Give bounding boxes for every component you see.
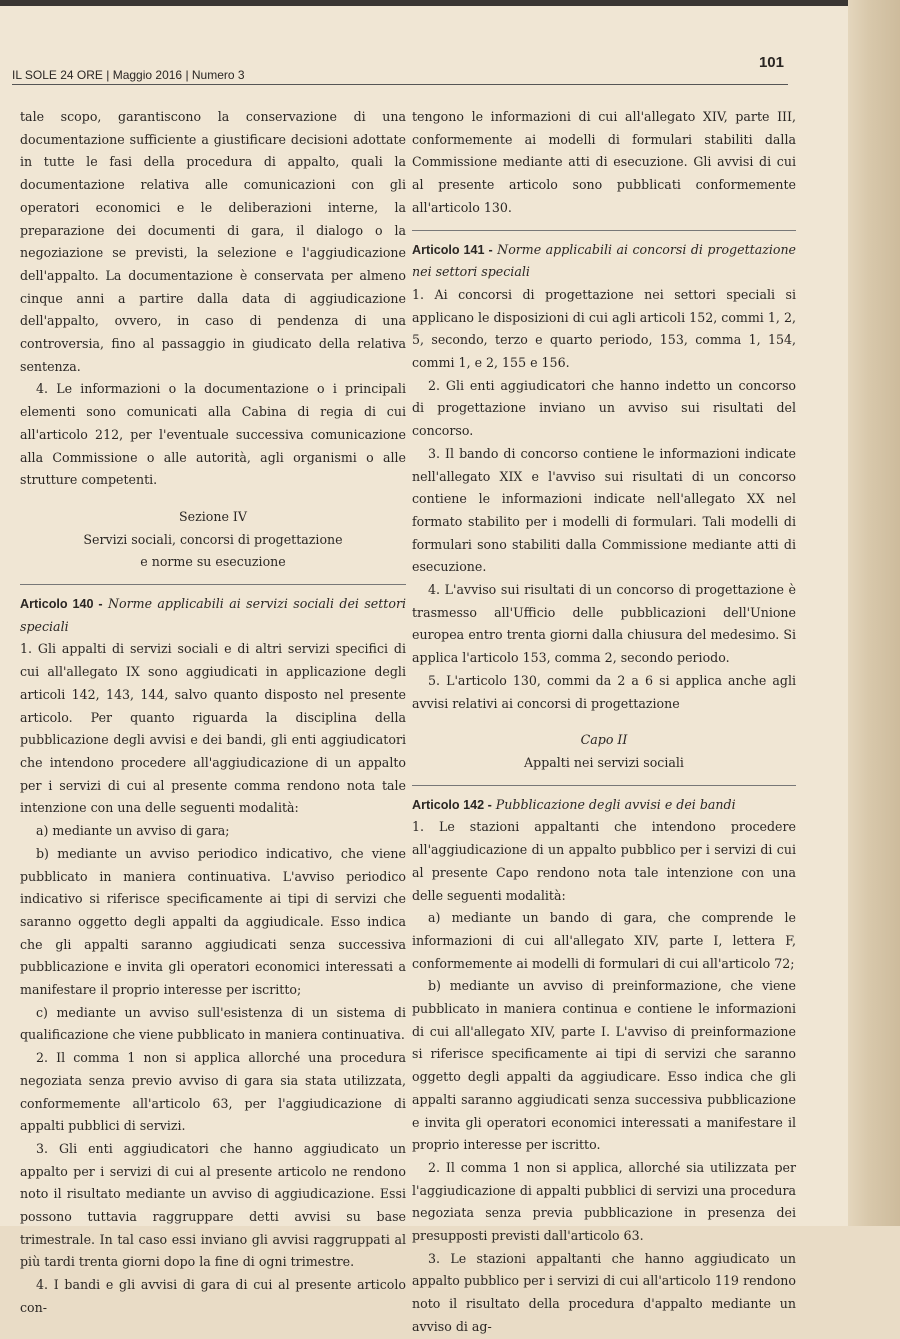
paragraph: 3. Gli enti aggiudicatori che hanno aggiudicato un appalto per i servizi di cui al presente articolo ne rendono noto il risultato mediante un avviso di aggiudicazione. Essi possono tuttavia raggruppare detti avvisi su base trimestrale. In tal caso essi inviano gli avvisi raggruppati al più tardi trenta giorni dopo la fine di ogni trimestre. xyxy=(20,1140,406,1270)
paragraph: 3. Le stazioni appaltanti che hanno aggiudicato un appalto pubblico per i servizi di cui all'articolo 119 rendono noto il risultato della procedura d'appalto mediante un avviso di ag- xyxy=(412,1250,796,1334)
list-item: b) mediante un avviso periodico indicativo, che viene pubblicato in maniera continuativa. L'avviso periodico indicativo si riferisce specificamente ai tipi di servizi che saranno oggetto degli appalti da aggiudicale. Esso indica che gli appalti saranno aggiudicati senza successiva pubblicazione e invita gli operatori economici interessati a manifestare il proprio interesse per iscritto; xyxy=(20,845,406,998)
right-column xyxy=(412,106,796,1339)
chapter-subtitle: Appalti nei servizi sociali xyxy=(524,754,684,770)
article-heading xyxy=(412,794,796,817)
article-heading xyxy=(20,593,406,638)
article-title: Norme applicabili ai concorsi di progettazione nei settori speciali xyxy=(412,241,797,280)
paragraph: 1. Le stazioni appaltanti che intendono procedere all'aggiudicazione di un appalto pubblico per i servizi di cui al presente Capo rendono nota tale intenzione con una delle seguenti modalità: xyxy=(412,819,796,903)
paragraph: 1. Ai concorsi di progettazione nei settori speciali si applicano le disposizioni di cui agli articoli 152, commi 1, 2, 5, secondo, terzo e quarto periodo, 153, comma 1, 154, commi 1, e 2, 155 e 156. xyxy=(412,286,796,371)
list-item: a) mediante un avviso di gara; xyxy=(36,823,230,839)
article-number: Articolo 141 - xyxy=(412,242,493,257)
paragraph: 4. Le informazioni o la documentazione o i principali elementi sono comunicati alla Cabina di regia di cui all'articolo 212, per l'eventuale successiva comunicazione alla Commissione o alle autorità, agli organismi o alle strutture competenti. xyxy=(20,381,406,488)
chapter-heading xyxy=(412,729,796,774)
paragraph: 4. I bandi e gli avvisi di gara di cui al presente articolo con- xyxy=(20,1277,406,1315)
publication-info: IL SOLE 24 ORE | Maggio 2016 | Numero 3 xyxy=(12,68,245,82)
running-header xyxy=(12,54,788,85)
article-number: Articolo 142 - xyxy=(412,797,492,812)
article-title: Pubblicazione degli avvisi e dei bandi xyxy=(495,796,736,812)
article-142 xyxy=(412,785,796,1339)
page-edge xyxy=(848,0,900,1226)
left-column xyxy=(20,106,406,1320)
article-heading xyxy=(412,239,796,284)
article-number: Articolo 140 - xyxy=(20,597,103,612)
list-item: a) mediante un bando di gara, che comprende le informazioni di cui all'allegato XIV, parte I, lettera F, conformemente ai modelli di formulari di cui all'articolo 72; xyxy=(412,910,796,971)
section-heading xyxy=(20,506,406,574)
paragraph: 3. Il bando di concorso contiene le informazioni indicate nell'allegato XIX e l'avviso sui risultati di un concorso contiene le informazioni indicate nell'allegato XX nel formato stabilito per i modelli di formulari. Tali modelli di formulari sono stabiliti dalla Commissione mediante atti di esecuzione. xyxy=(412,445,796,575)
paragraph: 2. Il comma 1 non si applica allorché una procedura negoziata senza previo avviso di gara sia stata utilizzata, conformemente all'articolo 63, per l'aggiudicazione di appalti pubblici di servizi. xyxy=(20,1050,406,1134)
paragraph: 2. Il comma 1 non si applica, allorché sia utilizzata per l'aggiudicazione di appalti pubblici di servizi una procedura negoziata senza previa pubblicazione in presenza dei presupposti previsti dall'articolo 63. xyxy=(412,1159,796,1244)
paragraph: 5. L'articolo 130, commi da 2 a 6 si applica anche agli avvisi relativi ai concorsi di progettazione xyxy=(412,672,796,711)
paragraph: 2. Gli enti aggiudicatori che hanno indetto un concorso di progettazione inviano un avviso sui risultati del concorso. xyxy=(412,377,796,439)
section-subtitle: e norme su esecuzione xyxy=(140,554,286,570)
article-141 xyxy=(412,230,796,716)
chapter-title: Capo II xyxy=(580,732,628,748)
paragraph: tale scopo, garantiscono la conservazione di una documentazione sufficiente a giustificare decisioni adottate in tutte le fasi della procedura di appalto, quali la documentazione relativa alle comunicazioni con gli operatori economici e le deliberazioni interne, la preparazione dei documenti di gara, il dialogo o la negoziazione se previsti, la selezione e l'aggiudicazione dell'appalto. La documentazione è conservata per almeno cinque anni a partire dalla data di aggiudicazione dell'appalto, ovvero, in caso di pendenza di una controversia, fino al passaggio in giudicato della relativa sentenza. xyxy=(20,109,406,374)
article-140 xyxy=(20,584,406,1320)
section-subtitle: Servizi sociali, concorsi di progettazione xyxy=(83,531,343,547)
section-title: Sezione IV xyxy=(179,508,247,524)
paragraph: tengono le informazioni di cui all'allegato XIV, parte III, conformemente ai modelli di formulari stabiliti dalla Commissione mediante atti di esecuzione. Gli avvisi di cui al presente articolo sono pubblicati conformemente all'articolo 130. xyxy=(412,109,796,215)
list-item: b) mediante un avviso di preinformazione, che viene pubblicato in maniera continua e contiene le informazioni di cui all'allegato XIV, parte I. L'avviso di preinformazione si riferisce specificamente ai tipi di servizi che saranno oggetto degli appalti da aggiudicare. Esso indica che gli appalti saranno aggiudicati senza successiva pubblicazione e invita gli operatori economici interessati a manifestare il proprio interesse per iscritto. xyxy=(412,978,796,1153)
article-title: Norme applicabili ai servizi sociali dei settori speciali xyxy=(20,596,407,634)
paragraph: 4. L'avviso sui risultati di un concorso di progettazione è trasmesso all'Ufficio delle pubblicazioni dell'Unione europea entro trenta giorni dalla chiusura del medesimo. Si applica l'articolo 153, comma 2, secondo periodo. xyxy=(412,582,796,666)
paragraph: 1. Gli appalti di servizi sociali e di altri servizi specifici di cui all'allegato IX sono aggiudicati in applicazione degli articoli 142, 143, 144, salvo quanto disposto nel presente articolo. Per quanto riguarda la disciplina della pubblicazione degli avvisi e dei bandi, gli enti aggiudicatori che intendono procedere all'aggiudicazione di un appalto per i servizi di cui al presente comma rendono nota tale intenzione con una delle seguenti modalità: xyxy=(20,641,406,816)
page-number: 101 xyxy=(758,54,784,71)
list-item: c) mediante un avviso sull'esistenza di un sistema di qualificazione che viene pubblicato in maniera continuativa. xyxy=(20,1004,406,1043)
